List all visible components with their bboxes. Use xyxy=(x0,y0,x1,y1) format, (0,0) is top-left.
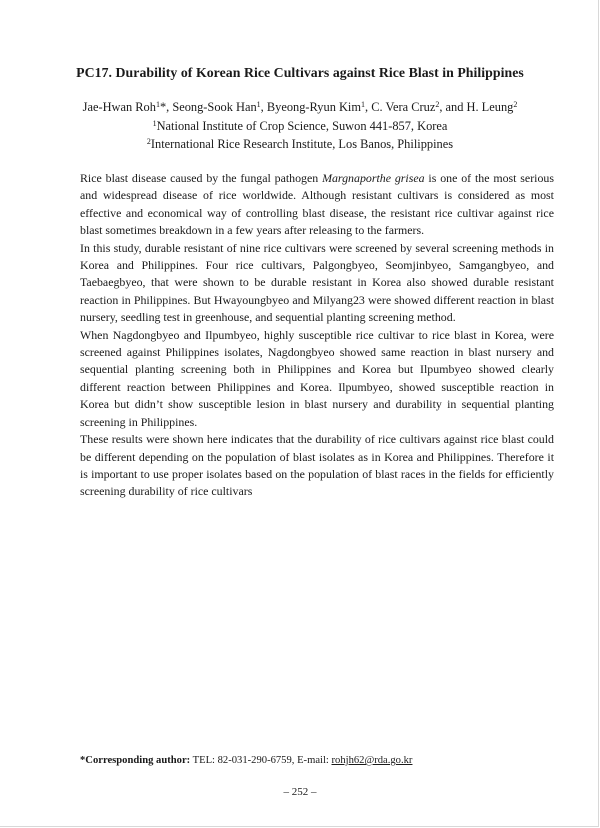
author-separator: *, xyxy=(159,100,173,114)
affiliation-text: National Institute of Crop Science, Suwon 441-857, Korea xyxy=(156,119,448,133)
affiliation-superscript: 2 xyxy=(146,137,151,146)
affiliation-1 xyxy=(0,119,600,134)
paragraph-susceptible: When Nagdongbyeo and Ilpumbyeo, highly susceptible rice cultivar to rice blast in Korea, were screened against Philippines isolates, Nagdongbyeo showed same reaction in blast nursery and sequential planting screening both in Philippines and Korea but Ilpumbyeo showed clearly different reaction between Philippines and Korea. Ilpumbyeo, showed susceptible reaction in Korea but didn’t show susceptible lesion in blast nursery and durability in sequential planting screening in Philippines. xyxy=(80,327,554,429)
author-separator: , and xyxy=(439,100,467,114)
author-list xyxy=(0,100,600,115)
affiliation-text: International Rice Research Institute, Los Banos, Philippines xyxy=(150,137,454,151)
author-superscript: 1 xyxy=(256,100,261,109)
author-superscript: 2 xyxy=(435,100,440,109)
paragraph-intro xyxy=(80,170,554,240)
affiliation-superscript: 1 xyxy=(152,119,157,128)
author-superscript: 1 xyxy=(361,100,366,109)
email-link[interactable]: rohjh62@rda.go.kr xyxy=(331,755,413,766)
abstract-body xyxy=(80,170,554,501)
footnote-label: *Corresponding author: xyxy=(80,755,191,766)
author-name: H. Leung xyxy=(466,100,514,114)
author-name: Seong-Sook Han xyxy=(172,100,257,114)
footnote-contact: TEL: 82-031-290-6759, E-mail: xyxy=(190,755,332,766)
paragraph-text: is one of the most serious and widespread disease of rice worldwide. Although resistant cultivars is considered as most effective and economical way of controlling blast disease, the resistant rice cultivar against rice blast sometimes breakdown in a few years after releasing to the farmers. xyxy=(80,171,554,238)
author-name: C. Vera Cruz xyxy=(371,100,436,114)
pathogen-name: Margnaporthe grisea xyxy=(322,171,425,185)
page-number: – 252 – xyxy=(283,786,317,798)
author-name: Byeong-Ryun Kim xyxy=(266,100,362,114)
author-name: Jae-Hwan Roh xyxy=(82,100,156,114)
paragraph-text: Rice blast disease caused by the fungal pathogen xyxy=(80,171,323,185)
paper-title: PC17. Durability of Korean Rice Cultivars against Rice Blast in Philippines xyxy=(76,65,524,80)
author-separator: , xyxy=(260,100,267,114)
author-superscript: 2 xyxy=(513,100,518,109)
affiliation-2 xyxy=(0,137,600,152)
paragraph-study: In this study, durable resistant of nine rice cultivars were screened by several screening methods in Korea and Philippines. Four rice cultivars, Palgongbyeo, Seomjinbyeo, Samgangbyeo, and Taebaegbyeo, that were shown to be durable resistant in Korea also showed durable resistant reaction in Philippines. But Hwayoungbyeo and Milyang23 were showed different reaction in blast nursery, seedling test in greenhouse, and sequential planting screening method. xyxy=(80,240,554,325)
paragraph-conclusion: These results were shown here indicates that the durability of rice cultivars against rice blast could be different depending on the population of blast isolates as in Korea and Philippines. Therefore it is important to use proper isolates based on the population of blast races in the fields for efficiently screening durability of rice cultivars xyxy=(80,432,554,499)
author-superscript: 1 xyxy=(155,100,160,109)
author-separator: , xyxy=(365,100,372,114)
corresponding-author-note xyxy=(80,755,412,766)
